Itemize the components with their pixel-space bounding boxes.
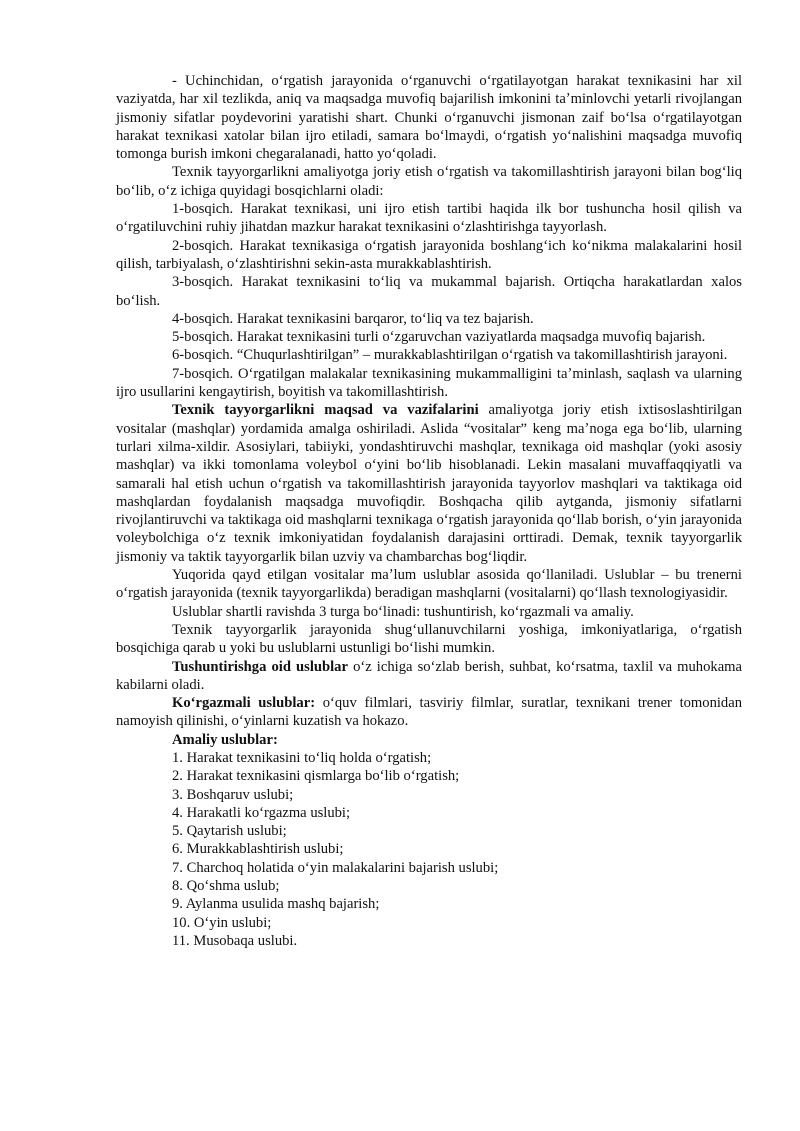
paragraph-stage-4: 4-bosqich. Harakat texnikasini barqaror, toʻliq va tez bajarish. [172, 310, 534, 327]
list-item: 9. Aylanma usulida mashq bajarish; [172, 896, 380, 913]
bold-heading-text: Tushuntirishga oid uslublar [172, 658, 348, 675]
list-item: 6. Murakkablashtirish uslubi; [172, 841, 344, 858]
paragraph-technical-training-goals [116, 401, 742, 566]
paragraph-body-text: oʻquv filmlari, tasviriy filmlar, suratlar, texnikani trener tomonidan namoyish qilinishi, oʻyinlarni kuzatish va hokazo. [116, 695, 742, 730]
paragraph-methods-definition: Yuqorida qayd etilgan vositalar maʼlum uslublar asosida qoʻllaniladi. Uslublar – bu trenerni oʻrgatish jarayonida (texnik tayyorgarlikda) beradigan mashqlarni (vositalarni) qoʻllash texnologiyasidir. [116, 567, 742, 602]
list-item: 3. Boshqaruv uslubi; [172, 786, 294, 803]
heading-practical-methods [116, 731, 742, 749]
practical-methods-list [116, 749, 742, 950]
paragraph-visual-methods [116, 694, 742, 731]
bold-heading-text: Koʻrgazmali uslublar: [172, 695, 316, 712]
paragraph-stage-7: 7-bosqich. Oʻrgatilgan malakalar texnikasining mukammalligini taʼminlash, saqlash va ularning ijro usullarini kengaytirish, boyitish va takomillashtirish. [116, 365, 742, 401]
paragraph-stages-intro: Texnik tayyorgarlikni amaliyotga joriy etish oʻrgatish va takomillashtirish jarayoni bilan bogʻliq boʻlib, oʻz ichiga quyidagi bosqichlarni oladi: [116, 164, 742, 199]
bold-heading-text: Amaliy uslublar: [172, 731, 278, 748]
bold-heading-text: Texnik tayyorgarlikni maqsad va vazifalarini [172, 402, 479, 419]
list-item: 2. Harakat texnikasini qismlarga boʻlib oʻrgatish; [172, 768, 460, 785]
list-item: 5. Qaytarish uslubi; [172, 823, 287, 840]
paragraph-stage-5: 5-bosqich. Harakat texnikasini turli oʻzgaruvchan vaziyatlarda maqsadga muvofiq bajarish. [172, 329, 706, 346]
paragraph-methods-types: Uslublar shartli ravishda 3 turga boʻlinadi: tushuntirish, koʻrgazmali va amaliy. [172, 603, 634, 620]
paragraph-third-requirement: - Uchinchidan, oʻrgatish jarayonida oʻrganuvchi oʻrgatilayotgan harakat texnikasini har xil vaziyatda, har xil tezlikda, aniq va maqsadga muvofiq bajarilish imkonini taʼminlovchi yetarli rivojlangan jismoniy sifatlar poydevorini yaratishi shart. Chunki oʻrganuvchi jismonan zaif boʻlsa oʻrgatilayotgan harakat texnikasi xatolar bilan ijro etiladi, samara boʻlmaydi, oʻrgatish yoʻnalishini maqsadga muvofiq tomonga burish imkoni chegaralanadi, hatto yoʻqoladi. [116, 73, 742, 163]
list-item: 10. Oʻyin uslubi; [172, 914, 272, 931]
paragraph-stage-2: 2-bosqich. Harakat texnikasiga oʻrgatish jarayonida boshlangʻich koʻnikma malakalarini hosil qilish, tarbiyalash, oʻzlashtirishni sekin-asta murakkablashtirish. [116, 237, 742, 272]
list-item: 11. Musobaqa uslubi. [172, 932, 298, 949]
paragraph-stage-3: 3-bosqich. Harakat texnikasini toʻliq va mukammal bajarish. Ortiqcha harakatlardan xalos boʻlish. [116, 274, 742, 309]
list-item: 7. Charchoq holatida oʻyin malakalarini bajarish uslubi; [172, 859, 499, 876]
paragraph-body-text: oʻz ichiga soʻzlab berish, suhbat, koʻrsatma, taxlil va muhokama kabilarni oladi. [116, 658, 742, 693]
list-item: 1. Harakat texnikasini toʻliq holda oʻrgatish; [172, 749, 432, 766]
list-item: 8. Qoʻshma uslub; [172, 878, 280, 895]
paragraph-body-text: amaliyotga joriy etish ixtisoslashtirilgan vositalar (mashqlar) yordamida amalga oshiriladi. Aslida “vositalar” keng maʼnoga ega boʻlib, ularning turlari xilma-xildir. Asosiylari, tabiiyki, yondashtiruvchi mashqlar, texnikaga oid mashqlar (yoki asosiy mashqlar) va ikki tomonlama voleybol oʻyini boʻlib hisoblanadi. Lekin masalani muvaffaqqiyatli va samarali hal etish uchun oʻrgatish va takomillashtirish jarayonida tayyorlov mashqlari va taktikaga oid mashqlardan foydalanish maqsadga muvofiqdir. Boshqacha qilib aytganda, jismoniy sifatlarni rivojlantiruvchi va taktikaga oid mashqlarni texnikaga oʻrgatish jarayonida qoʻllab borish, oʻyin jarayonida voleybolchiga oʻz texnik imkoniyatidan foydalanish darajasini orttiradi. Demak, texnik tayyorgarlik jismoniy va taktik tayyorgarlik bilan uzviy va chambarchas bogʻliqdir. [116, 402, 742, 565]
paragraph-methods-priority: Texnik tayyorgarlik jarayonida shugʻullanuvchilarni yoshiga, imkoniyatlariga, oʻrgatish bosqichiga qarab u yoki bu uslublarni ustunligi boʻlishi mumkin. [116, 621, 742, 657]
paragraph-stage-1: 1-bosqich. Harakat texnikasi, uni ijro etish tartibi haqida ilk bor tushuncha hosil qilish va oʻrgatiluvchini ruhiy jihatdan mazkur harakat texnikasini oʻzlashtirishga tayyorlash. [116, 201, 742, 236]
list-item: 4. Harakatli koʻrgazma uslubi; [172, 804, 351, 821]
paragraph-explanatory-methods [116, 658, 742, 695]
paragraph-stage-6: 6-bosqich. “Chuqurlashtirilgan” – murakkablashtirilgan oʻrgatish va takomillashtirish jarayoni. [172, 347, 728, 364]
